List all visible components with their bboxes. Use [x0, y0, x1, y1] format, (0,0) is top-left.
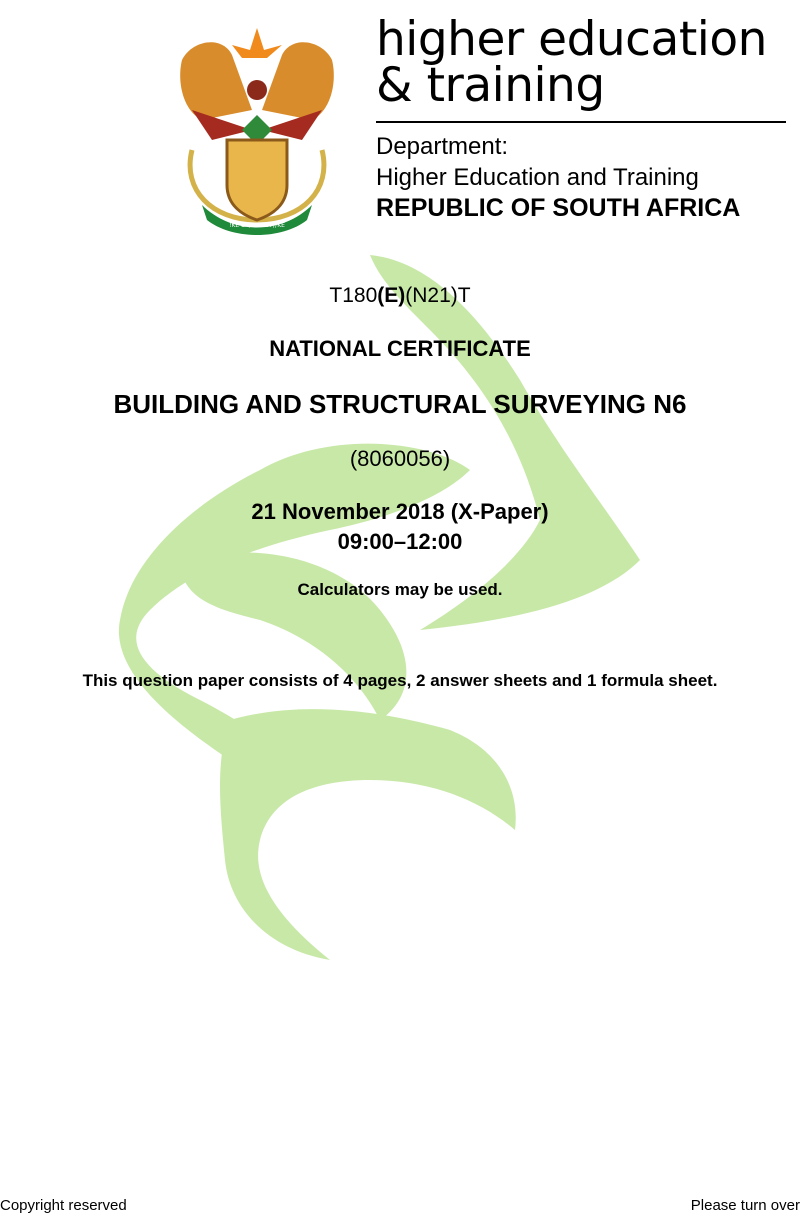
exam-time: 09:00–12:00 [337, 529, 463, 554]
footer-turn-over: Please turn over [690, 1197, 800, 1214]
page-count-note: This question paper consists of 4 pages, 2 answer sheets and 1 formula sheet. [82, 671, 718, 690]
exam-date: 21 November 2018 (X-Paper) [251, 499, 549, 524]
coat-of-arms-logo [172, 20, 342, 235]
paper-code-suffix: (N21)T [405, 284, 471, 307]
paper-code [0, 284, 800, 308]
department-label: Department: [376, 133, 509, 160]
logo-line-1: higher education [376, 12, 767, 67]
calculators-note: Calculators may be used. [297, 580, 503, 599]
paper-code-language: (E) [377, 284, 406, 307]
footer-copyright: Copyright reserved [0, 1197, 127, 1214]
paper-code-prefix: T180 [329, 284, 378, 307]
country-name: REPUBLIC OF SOUTH AFRICA [376, 194, 741, 222]
logo-line-2: & training [376, 58, 605, 113]
certificate-title: NATIONAL CERTIFICATE [269, 336, 531, 361]
subject-title: BUILDING AND STRUCTURAL SURVEYING N6 [113, 389, 687, 419]
svg-text:!KE E: /XARRA //KE: !KE E: /XARRA //KE [229, 222, 285, 229]
department-name: Higher Education and Training [376, 164, 699, 191]
logo-divider [376, 121, 786, 123]
subject-code: (8060056) [349, 446, 451, 471]
